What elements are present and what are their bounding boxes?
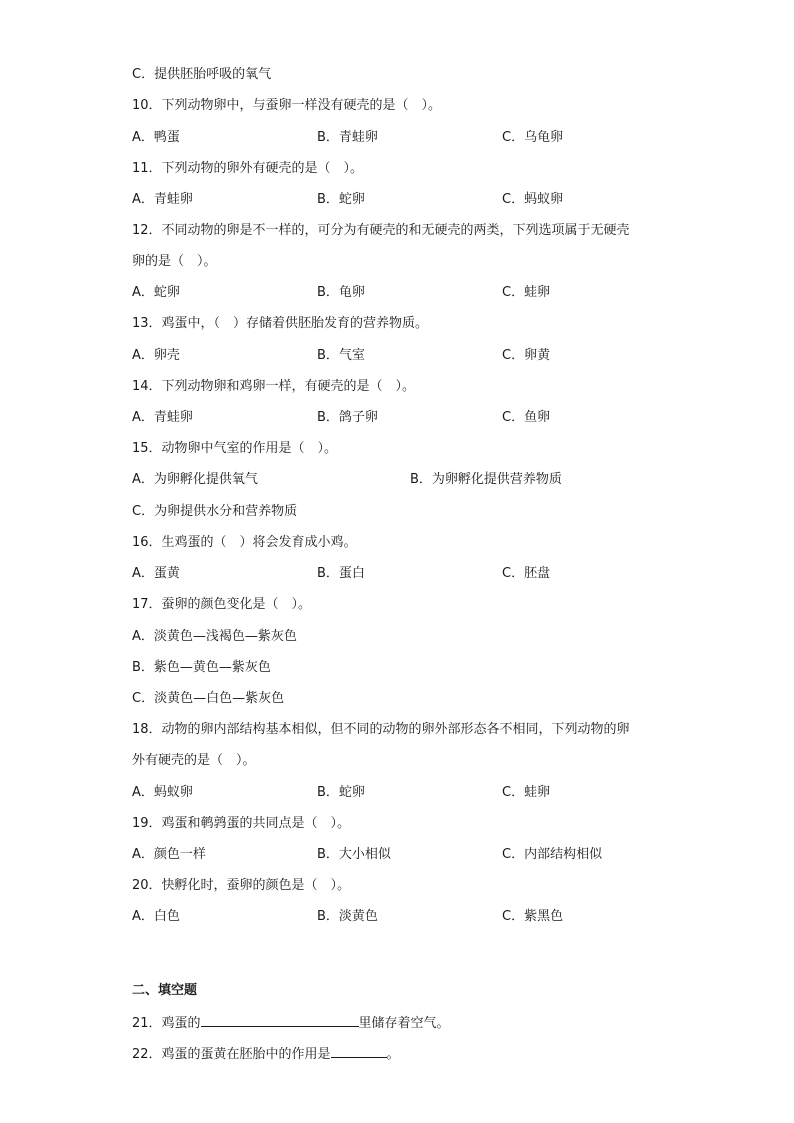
option-a: A．白色 bbox=[132, 909, 180, 924]
option-a: A．为卵孵化提供氧气 bbox=[132, 472, 258, 487]
option-c: C．卵黄 bbox=[502, 348, 551, 363]
question-stem: 16．生鸡蛋的（ ）将会发育成小鸡。 bbox=[132, 535, 357, 550]
fill-text-after: 。 bbox=[386, 1047, 400, 1062]
fill-text-before: 22．鸡蛋的蛋黄在胚胎中的作用是 bbox=[132, 1047, 331, 1062]
question-stem-continued: 外有硬壳的是（ ）。 bbox=[132, 753, 256, 768]
option-text: C．提供胚胎呼吸的氧气 bbox=[132, 67, 272, 82]
option-b: B．蛇卵 bbox=[317, 785, 365, 800]
question-stem: 18．动物的卵内部结构基本相似，但不同的动物的卵外部形态各不相同，下列动物的卵 bbox=[132, 722, 630, 737]
option-c: C．蚂蚁卵 bbox=[502, 192, 564, 207]
option-c: C．内部结构相似 bbox=[502, 847, 603, 862]
option-c: C．蛙卵 bbox=[502, 785, 551, 800]
option-a: A．颜色一样 bbox=[132, 847, 206, 862]
option-c: C．紫黑色 bbox=[502, 909, 564, 924]
fill-question bbox=[132, 1043, 400, 1063]
option-c: C．淡黄色—白色—紫灰色 bbox=[132, 691, 285, 706]
answer-blank[interactable] bbox=[201, 1012, 359, 1027]
question-stem: 11．下列动物的卵外有硬壳的是（ ）。 bbox=[132, 161, 364, 176]
option-c: C．乌龟卵 bbox=[502, 130, 564, 145]
option-a: A．鸭蛋 bbox=[132, 130, 180, 145]
option-b: B．淡黄色 bbox=[317, 909, 378, 924]
option-b: B．气室 bbox=[317, 348, 365, 363]
question-stem: 10．下列动物卵中，与蚕卵一样没有硬壳的是（ ）。 bbox=[132, 98, 442, 113]
option-b: B．龟卵 bbox=[317, 285, 365, 300]
question-stem: 17．蚕卵的颜色变化是（ ）。 bbox=[132, 597, 312, 612]
fill-text-before: 21．鸡蛋的 bbox=[132, 1016, 201, 1031]
question-stem: 12．不同动物的卵是不一样的，可分为有硬壳的和无硬壳的两类，下列选项属于无硬壳 bbox=[132, 223, 630, 238]
question-stem: 19．鸡蛋和鹌鹑蛋的共同点是（ ）。 bbox=[132, 816, 351, 831]
option-b: B．蛇卵 bbox=[317, 192, 365, 207]
option-b: B．青蛙卵 bbox=[317, 130, 378, 145]
fill-text-after: 里储存着空气。 bbox=[358, 1016, 450, 1031]
option-a: A．青蛙卵 bbox=[132, 192, 193, 207]
question-stem: 15．动物卵中气室的作用是（ ）。 bbox=[132, 441, 338, 456]
option-c: C．蛙卵 bbox=[502, 285, 551, 300]
option-b: B．蛋白 bbox=[317, 566, 365, 581]
section-heading: 二、填空题 bbox=[132, 983, 198, 998]
question-stem: 13．鸡蛋中，（ ）存储着供胚胎发育的营养物质。 bbox=[132, 316, 429, 331]
option-a: A．卵壳 bbox=[132, 348, 180, 363]
option-c: C．鱼卵 bbox=[502, 410, 551, 425]
option-a: A．蛋黄 bbox=[132, 566, 180, 581]
fill-question bbox=[132, 1012, 450, 1032]
option-a: A．淡黄色—浅褐色—紫灰色 bbox=[132, 629, 297, 644]
option-c: C．胚盘 bbox=[502, 566, 551, 581]
option-a: A．蛇卵 bbox=[132, 285, 180, 300]
option-c: C．为卵提供水分和营养物质 bbox=[132, 504, 298, 519]
question-stem-continued: 卵的是（ ）。 bbox=[132, 254, 217, 269]
option-b: B．为卵孵化提供营养物质 bbox=[410, 472, 562, 487]
answer-blank[interactable] bbox=[331, 1043, 387, 1058]
question-stem: 20．快孵化时，蚕卵的颜色是（ ）。 bbox=[132, 878, 351, 893]
question-stem: 14．下列动物卵和鸡卵一样，有硬壳的是（ ）。 bbox=[132, 379, 416, 394]
option-b: B．大小相似 bbox=[317, 847, 391, 862]
option-a: A．蚂蚁卵 bbox=[132, 785, 193, 800]
option-b: B．鸽子卵 bbox=[317, 410, 378, 425]
option-a: A．青蛙卵 bbox=[132, 410, 193, 425]
option-b: B．紫色—黄色—紫灰色 bbox=[132, 660, 271, 675]
